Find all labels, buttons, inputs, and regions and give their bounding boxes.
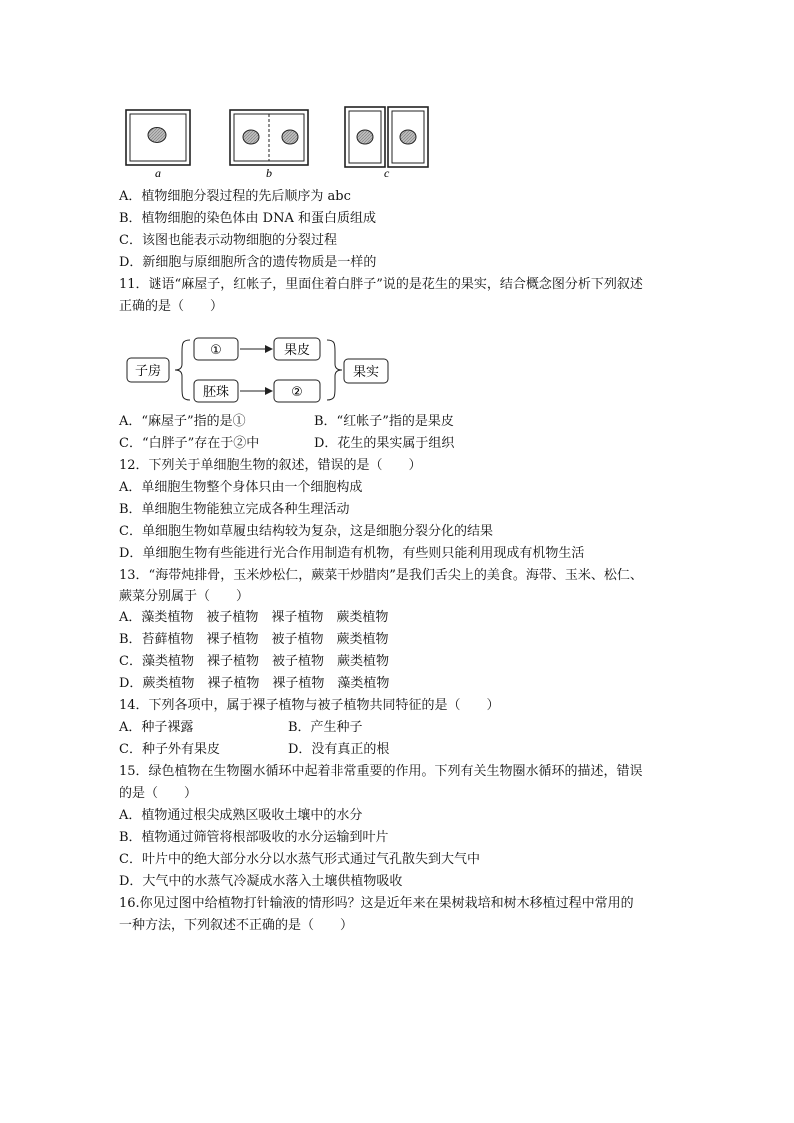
q11-concept-map (124, 334, 396, 406)
q16-stem-line1: 16.你见过图中给植物打针输液的情形吗？这是近年来在果树栽培和树木移植过程中常用的 (119, 896, 634, 911)
q15-option-c: C．叶片中的绝大部分水分以水蒸气形式通过气孔散失到大气中 (119, 852, 480, 867)
q11-stem-line2: 正确的是（ ） (119, 299, 224, 314)
q14-option-a: A．种子裸露 (119, 720, 194, 735)
q10-option-a: A．植物细胞分裂过程的先后顺序为 abc (119, 189, 351, 204)
fruit-label: 果实 (352, 365, 380, 380)
cell-b-label: b (266, 166, 272, 180)
q15-option-a: A．植物通过根尖成熟区吸收土壤中的水分 (119, 808, 363, 823)
q14-stem: 14．下列各项中，属于裸子植物与被子植物共同特征的是（ ） (119, 698, 500, 713)
q11-option-a: A．“麻屋子”指的是① (119, 414, 246, 429)
right-brace (327, 340, 342, 400)
cell-c (345, 107, 428, 167)
q14-option-d: D．没有真正的根 (288, 742, 390, 757)
cell-a-label: a (155, 166, 161, 180)
box1-label: ① (210, 343, 222, 358)
q11-stem-line1: 11．谜语“麻屋子，红帐子，里面住着白胖子”说的是花生的果实，结合概念图分析下列叙述 (119, 277, 643, 292)
q15-stem-line1: 15．绿色植物在生物圈水循环中起着非常重要的作用。下列有关生物圈水循环的描述，错误 (119, 764, 643, 779)
q12-stem: 12．下列关于单细胞生物的叙述，错误的是（ ） (119, 458, 422, 473)
q11-option-b: B．“红帐子”指的是果皮 (314, 414, 454, 429)
q10-option-d: D．新细胞与原细胞所含的遗传物质是一样的 (119, 255, 377, 270)
cell-b (230, 110, 308, 165)
q11-option-d: D．花生的果实属于组织 (314, 436, 455, 451)
q13-option-b: B．苔藓植物 裸子植物 被子植物 蕨类植物 (119, 632, 389, 647)
q12-option-a: A．单细胞生物整个身体只由一个细胞构成 (119, 480, 363, 495)
q14-option-c: C．种子外有果皮 (119, 742, 220, 757)
q13-option-d: D．蕨类植物 裸子植物 裸子植物 藻类植物 (119, 676, 390, 691)
q12-option-b: B．单细胞生物能独立完成各种生理活动 (119, 502, 350, 517)
pericarp-label: 果皮 (283, 343, 311, 358)
q13-stem-line1: 13．“海带炖排骨，玉米炒松仁，蕨菜干炒腊肉”是我们舌尖上的美食。海带、玉米、松仁、 (119, 568, 643, 583)
q13-stem-line2: 蕨菜分别属于（ ） (119, 589, 250, 604)
cell-division-figure (118, 104, 438, 184)
ovary-label: 子房 (134, 364, 162, 379)
q16-stem-line2: 一种方法，下列叙述不正确的是（ ） (119, 918, 354, 933)
q12-option-c: C．单细胞生物如草履虫结构较为复杂，这是细胞分裂分化的结果 (119, 524, 493, 539)
cell-a (126, 110, 190, 165)
q11-option-c: C．“白胖子”存在于②中 (119, 436, 260, 451)
q14-option-b: B．产生种子 (288, 720, 363, 735)
ovule-label: 胚珠 (202, 385, 230, 400)
q10-option-b: B．植物细胞的染色体由 DNA 和蛋白质组成 (119, 211, 377, 226)
q12-option-d: D．单细胞生物有些能进行光合作用制造有机物，有些则只能利用现成有机物生活 (119, 546, 585, 561)
left-brace (175, 340, 190, 400)
q15-stem-line2: 的是（ ） (119, 786, 198, 801)
q10-option-c: C．该图也能表示动物细胞的分裂过程 (119, 233, 337, 248)
q13-option-c: C．藻类植物 裸子植物 被子植物 蕨类植物 (119, 654, 389, 669)
box2-label: ② (291, 385, 303, 400)
cell-c-label: c (384, 166, 390, 180)
q13-option-a: A．藻类植物 被子植物 裸子植物 蕨类植物 (119, 610, 389, 625)
q15-option-d: D．大气中的水蒸气冷凝成水落入土壤供植物吸收 (119, 874, 403, 889)
q15-option-b: B．植物通过筛管将根部吸收的水分运输到叶片 (119, 830, 389, 845)
